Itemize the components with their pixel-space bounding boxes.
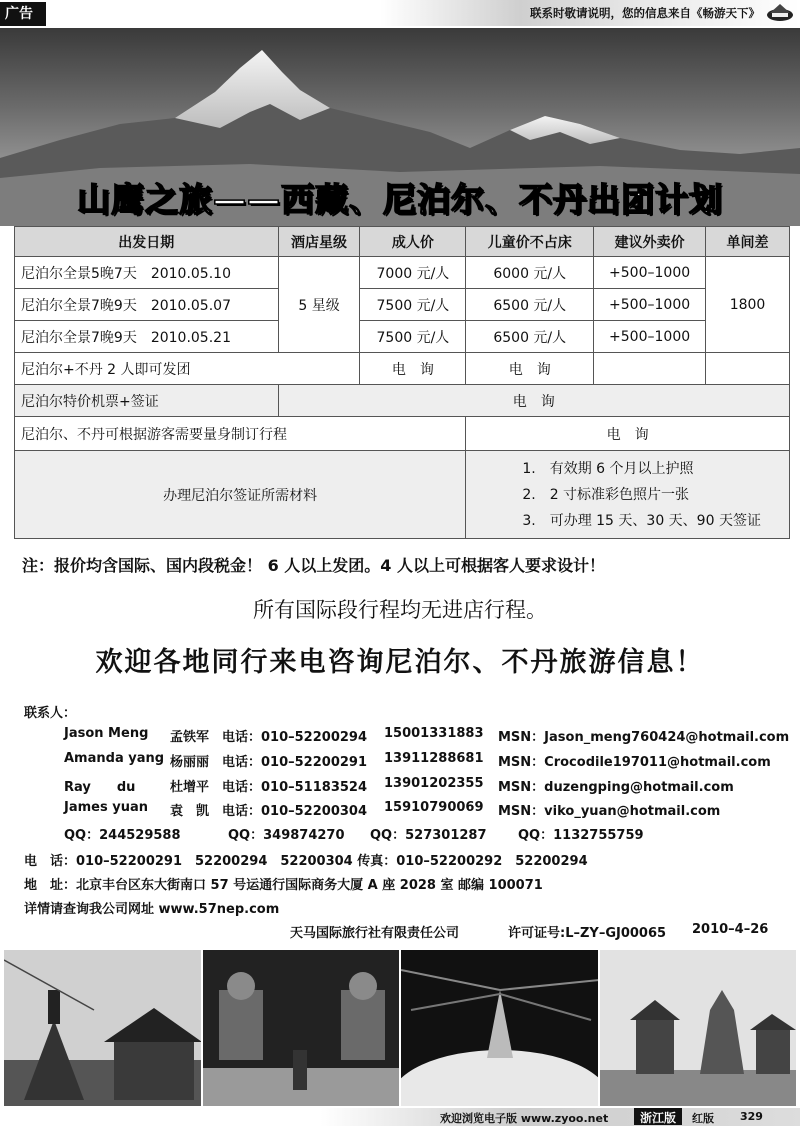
address: 地 址：北京丰台区东大街南口 57 号运通行国际商务大厦 A 座 2028 室 邮编 100071 bbox=[24, 878, 543, 893]
contact-mobile: 13901202355 bbox=[384, 776, 484, 791]
contact-en-name: Jason Meng bbox=[64, 726, 149, 741]
departure-cell: 尼泊尔全景7晚9天 2010.05.07 bbox=[15, 289, 279, 321]
column-header: 单间差 bbox=[706, 227, 790, 257]
ticket-visa-price-cell: 电 询 bbox=[278, 385, 789, 417]
column-header: 成人价 bbox=[360, 227, 466, 257]
qq-number: QQ：527301287 bbox=[370, 828, 487, 843]
retail-price-cell: +500–1000 bbox=[594, 289, 706, 321]
table-row bbox=[15, 289, 790, 321]
visa-item: 3. 可办理 15 天、30 天、90 天签证 bbox=[522, 512, 761, 529]
column-header: 儿童价不占床 bbox=[466, 227, 594, 257]
price-note: 注：报价均含国际、国内段税金！ 6 人以上发团。4 人以上可根据客人要求设计！ bbox=[22, 556, 605, 575]
table-row bbox=[15, 353, 790, 385]
bhutan-tour-cell: 尼泊尔+不丹 2 人即可发团 bbox=[15, 353, 360, 385]
contact-phone: 电话：010–51183524 bbox=[222, 780, 367, 795]
photo-strip bbox=[4, 950, 796, 1106]
child-price-cell: 电 询 bbox=[466, 353, 594, 385]
license-number: 许可证号:L–ZY–GJ00065 bbox=[508, 926, 667, 941]
table-row bbox=[15, 257, 790, 289]
retail-price-cell: +500–1000 bbox=[594, 321, 706, 353]
departure-cell: 尼泊尔全景5晚7天 2010.05.10 bbox=[15, 257, 279, 289]
contact-msn: MSN：viko_yuan@hotmail.com bbox=[498, 804, 721, 819]
slogan-no-shopping: 所有国际段行程均无进店行程。 bbox=[253, 598, 547, 622]
single-supplement-cell: 1800 bbox=[706, 257, 790, 353]
table-row bbox=[15, 417, 790, 451]
empty-cell bbox=[594, 353, 706, 385]
visa-item: 2. 2 寸标准彩色照片一张 bbox=[522, 486, 690, 503]
section-label: 红版 bbox=[692, 1112, 714, 1125]
contact-cn-name: 袁 凯 bbox=[170, 804, 210, 819]
qq-number: QQ：349874270 bbox=[228, 828, 345, 843]
contact-cn-name: 杨丽丽 bbox=[170, 755, 210, 770]
hotel-star-cell: 5 星级 bbox=[278, 257, 360, 353]
table-header-row bbox=[15, 227, 790, 257]
telephone-fax: 电 话：010–52200291 52200294 52200304 传真：010–52200292 52200294 bbox=[24, 854, 588, 869]
child-price-cell: 6000 元/人 bbox=[466, 257, 594, 289]
tour-price-table bbox=[14, 226, 790, 539]
contact-phone: 电话：010–52200291 bbox=[222, 755, 367, 770]
contact-msn: MSN：Crocodile197011@hotmail.com bbox=[498, 755, 771, 770]
column-header: 建议外卖价 bbox=[594, 227, 706, 257]
hero-title: 山鹰之旅——西藏、尼泊尔、不丹出团计划 bbox=[77, 180, 723, 219]
page-number: 329 bbox=[740, 1110, 763, 1123]
footer-website: 欢迎浏览电子版 www.zyoo.net bbox=[440, 1112, 609, 1125]
ad-tag: 广告 bbox=[0, 2, 46, 26]
durbar-square-photo bbox=[600, 950, 797, 1106]
contact-msn: MSN：Jason_meng760424@hotmail.com bbox=[498, 730, 790, 745]
table-row bbox=[15, 385, 790, 417]
hero-banner bbox=[0, 28, 800, 226]
contact-cn-name: 孟铁军 bbox=[170, 730, 210, 745]
ticket-visa-cell: 尼泊尔特价机票+签证 bbox=[15, 385, 279, 417]
temple-statues-photo bbox=[203, 950, 400, 1106]
contact-en-name: Amanda yang bbox=[64, 751, 165, 766]
qq-number: QQ：244529588 bbox=[64, 828, 181, 843]
issue-date: 2010–4–26 bbox=[692, 922, 769, 937]
contact-mobile: 15001331883 bbox=[384, 726, 484, 741]
column-header: 酒店星级 bbox=[278, 227, 360, 257]
contact-en-name: Ray du bbox=[64, 780, 136, 795]
table-row bbox=[15, 321, 790, 353]
child-price-cell: 6500 元/人 bbox=[466, 289, 594, 321]
slogan-welcome: 欢迎各地同行来电咨询尼泊尔、不丹旅游信息！ bbox=[95, 647, 705, 678]
adult-price-cell: 7500 元/人 bbox=[360, 321, 466, 353]
adult-price-cell: 7000 元/人 bbox=[360, 257, 466, 289]
custom-itinerary-price-cell: 电 询 bbox=[466, 417, 790, 451]
contacts-label: 联系人： bbox=[24, 706, 77, 721]
custom-itinerary-cell: 尼泊尔、不丹可根据游客需要量身制订行程 bbox=[15, 417, 466, 451]
company-name: 天马国际旅行社有限责任公司 bbox=[290, 926, 460, 941]
departure-cell: 尼泊尔全景7晚9天 2010.05.21 bbox=[15, 321, 279, 353]
empty-cell bbox=[706, 353, 790, 385]
contact-mobile: 13911288681 bbox=[384, 751, 484, 766]
page-footer bbox=[0, 1108, 800, 1126]
magazine-logo-icon bbox=[766, 3, 794, 23]
visa-item: 1. 有效期 6 个月以上护照 bbox=[522, 460, 694, 477]
contact-phone: 电话：010–52200304 bbox=[222, 804, 367, 819]
website: 详情请查询我公司网址 www.57nep.com bbox=[24, 902, 280, 917]
visa-material-label: 办理尼泊尔签证所需材料 bbox=[15, 451, 466, 539]
visa-material-list bbox=[466, 451, 790, 539]
contact-cn-name: 杜增平 bbox=[170, 780, 210, 795]
column-header: 出发日期 bbox=[15, 227, 279, 257]
stupa-photo bbox=[4, 950, 201, 1106]
qq-number: QQ：1132755759 bbox=[518, 828, 644, 843]
prayer-flags-photo bbox=[401, 950, 598, 1106]
retail-price-cell: +500–1000 bbox=[594, 257, 706, 289]
contact-mobile: 15910790069 bbox=[384, 800, 484, 815]
contact-msn: MSN：duzengping@hotmail.com bbox=[498, 780, 734, 795]
edition-badge: 浙江版 bbox=[634, 1108, 682, 1125]
adult-price-cell: 电 询 bbox=[360, 353, 466, 385]
contact-en-name: James yuan bbox=[64, 800, 148, 815]
adult-price-cell: 7500 元/人 bbox=[360, 289, 466, 321]
contact-phone: 电话：010–52200294 bbox=[222, 730, 367, 745]
source-note: 联系时敬请说明，您的信息来自《畅游天下》 bbox=[530, 6, 760, 20]
table-row bbox=[15, 451, 790, 539]
child-price-cell: 6500 元/人 bbox=[466, 321, 594, 353]
